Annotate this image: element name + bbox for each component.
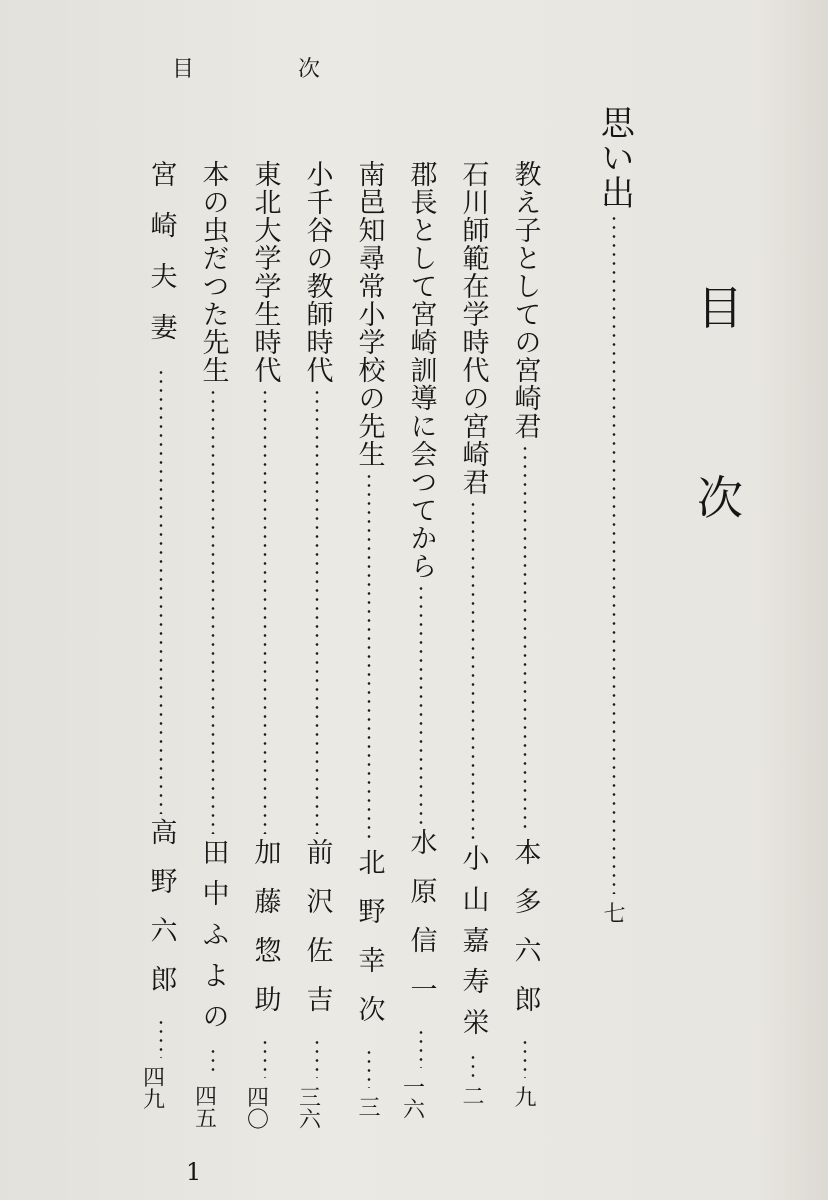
leader-dots (159, 368, 163, 814)
entry-page-number: 九 (514, 1086, 536, 1111)
entry-author: 前沢佐吉 (301, 838, 333, 1034)
leader-dots (263, 388, 267, 834)
toc-entry[interactable] (507, 160, 543, 1110)
entry-title: 東北大学学生時代 (249, 160, 281, 384)
entry-page-number: 四五 (195, 1085, 217, 1132)
entry-title: 教え子としての宮崎君 (509, 160, 541, 440)
toc-entry[interactable] (403, 160, 439, 1122)
entry-author: 北野幸次 (353, 848, 385, 1044)
entry-author: 本多六郎 (509, 838, 541, 1034)
leader-dots (471, 1053, 475, 1077)
toc-section-heading (594, 105, 635, 927)
leader-dots (419, 1028, 423, 1068)
entry-page-number: 四〇 (247, 1086, 269, 1133)
entry-page-number: 四九 (143, 1066, 165, 1113)
toc-entry[interactable] (455, 160, 491, 1109)
page-folio: 1 (186, 1158, 202, 1186)
running-head-right: 次 (297, 57, 322, 82)
entry-title: 郡長として宮崎訓導に会つてから (405, 160, 437, 580)
leader-dots (211, 388, 215, 834)
page-title-char-1: 目 (697, 281, 743, 335)
leader-dots (471, 500, 475, 840)
running-head (172, 52, 322, 83)
leader-dots (211, 1047, 215, 1077)
leader-dots (263, 1038, 267, 1078)
entry-title: 小千谷の教師時代 (301, 160, 333, 384)
running-head-left: 目 (172, 57, 197, 82)
entry-author: 小山嘉寿栄 (457, 844, 489, 1049)
entry-title: 石川師範在学時代の宮崎君 (457, 160, 489, 496)
leader-dots (315, 388, 319, 834)
entry-title: 宮崎夫妻 (145, 160, 177, 364)
leader-dots (523, 1038, 527, 1078)
leader-dots (367, 472, 371, 844)
leader-dots (419, 584, 423, 824)
entry-author: 加藤惣助 (249, 838, 281, 1034)
entry-title: 本の虫だつた先生 (197, 160, 229, 384)
toc-entry[interactable] (299, 160, 335, 1132)
leader-dots (523, 444, 527, 834)
leader-dots (612, 214, 616, 894)
page-title (690, 281, 750, 525)
section-page-number: 七 (603, 902, 625, 927)
entry-author: 高野六郎 (145, 818, 177, 1014)
section-title: 思い出 (594, 105, 635, 210)
leader-dots (159, 1018, 163, 1058)
entry-page-number: 三 (358, 1096, 380, 1121)
entry-page-number: 二 (462, 1085, 484, 1110)
entry-title: 南邑知尋常小学校の先生 (353, 160, 385, 468)
page-edge-shadow (758, 0, 828, 1200)
entry-page-number: 一六 (403, 1076, 425, 1123)
toc-entry[interactable] (247, 160, 283, 1132)
leader-dots (367, 1048, 371, 1088)
entry-page-number: 三六 (299, 1086, 321, 1133)
toc-entry[interactable] (351, 160, 387, 1120)
page-title-char-2: 次 (697, 471, 743, 525)
entry-author: 田中ふよの (197, 838, 229, 1043)
toc-entry[interactable] (143, 160, 179, 1112)
entry-author: 水原信一 (405, 828, 437, 1024)
toc-entry[interactable] (195, 160, 231, 1131)
leader-dots (315, 1038, 319, 1078)
